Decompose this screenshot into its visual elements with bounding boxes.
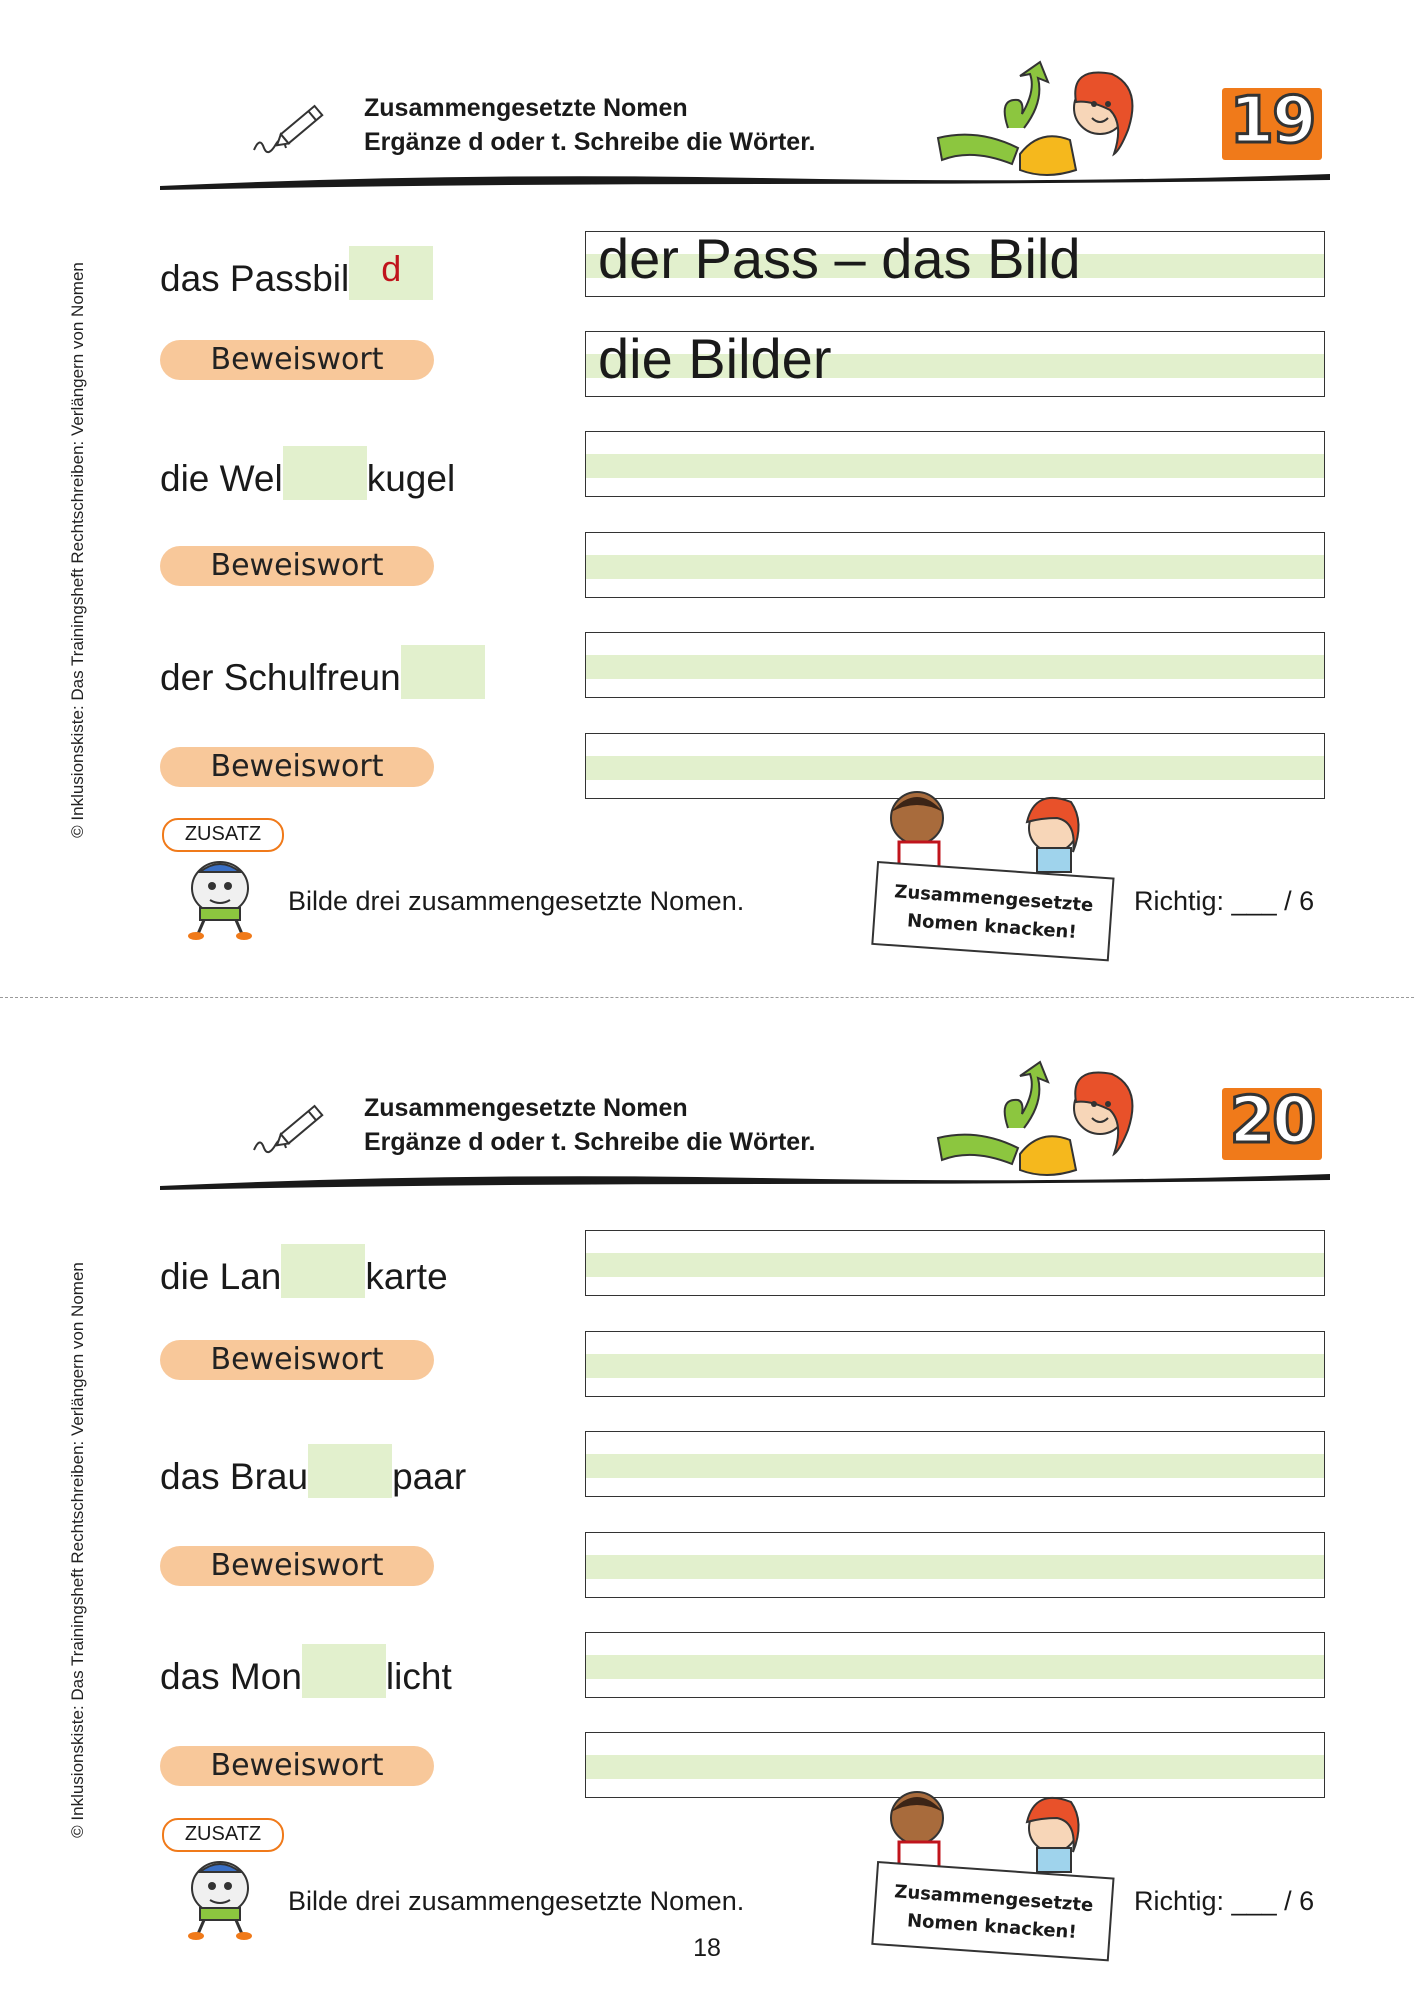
- writing-line[interactable]: [585, 1532, 1325, 1598]
- word-item-3: [160, 1644, 452, 1698]
- exercise-number-badge: [1222, 1084, 1322, 1160]
- copyright-side-text: © Inklusionskiste: Das Trainingsheft Rechtschreiben: Verlängern von Nomen: [68, 262, 87, 838]
- mascot-illustration: [170, 1850, 270, 1940]
- letter-gap-input[interactable]: [401, 645, 485, 699]
- mascot-illustration: [170, 850, 270, 940]
- proof-word-label: Beweiswort: [160, 1746, 434, 1786]
- word-item-2: [160, 446, 455, 500]
- letter-gap-input[interactable]: [302, 1644, 386, 1698]
- word-start: das Mon: [160, 1656, 302, 1697]
- sign-line-2: Nomen knacken!: [906, 910, 1078, 944]
- page-number: 18: [693, 1934, 721, 1962]
- writing-line[interactable]: [585, 227, 1325, 297]
- writing-line[interactable]: [585, 431, 1325, 497]
- proof-word-label: Beweiswort: [160, 1546, 434, 1586]
- exercise-title: Zusammengesetzte Nomen: [364, 1094, 688, 1122]
- word-item-1: [160, 246, 433, 300]
- header-brush-line: [160, 170, 1330, 196]
- writing-line[interactable]: [585, 1632, 1325, 1698]
- extra-task-text: Bilde drei zusammengesetzte Nomen.: [288, 886, 745, 916]
- worksheet-card-20: [0, 1000, 1414, 1990]
- word-end: paar: [392, 1456, 467, 1497]
- copyright-side-text: © Inklusionskiste: Das Trainingsheft Rechtschreiben: Verlängern von Nomen: [68, 1262, 87, 1838]
- word-item-1: [160, 1244, 448, 1298]
- extra-task-badge: ZUSATZ: [162, 818, 284, 852]
- letter-gap-input[interactable]: [281, 1244, 365, 1298]
- writing-line[interactable]: [585, 1431, 1325, 1497]
- writing-line[interactable]: [585, 632, 1325, 698]
- word-start: der Schulfreun: [160, 657, 401, 698]
- worksheet-card-19: [0, 0, 1414, 990]
- written-answer: die Bilder: [598, 327, 832, 390]
- letter-gap-input[interactable]: d: [349, 246, 433, 300]
- exercise-instruction: Ergänze d oder t. Schreibe die Wörter.: [364, 1128, 816, 1156]
- header-brush-line: [160, 1170, 1330, 1196]
- letter-gap-input[interactable]: [308, 1444, 392, 1498]
- word-start: das Passbil: [160, 258, 350, 299]
- word-end: kugel: [366, 458, 456, 499]
- written-answer: der Pass – das Bild: [598, 227, 1081, 290]
- exercise-number-badge: [1222, 84, 1322, 160]
- girl-with-arrow-illustration: [930, 1058, 1150, 1188]
- sign-line-2: Nomen knacken!: [906, 1910, 1078, 1944]
- girl-with-arrow-illustration: [930, 58, 1150, 188]
- word-start: die Wel: [160, 458, 283, 499]
- exercise-title: Zusammengesetzte Nomen: [364, 94, 688, 122]
- word-start: die Lan: [160, 1256, 282, 1297]
- letter-gap-input[interactable]: [283, 446, 367, 500]
- score-field: Richtig: ___ / 6: [1134, 886, 1315, 916]
- pencil-icon: [250, 90, 330, 162]
- writing-line[interactable]: [585, 1331, 1325, 1397]
- word-end: karte: [365, 1256, 448, 1297]
- exercise-instruction: Ergänze d oder t. Schreibe die Wörter.: [364, 128, 816, 156]
- score-field: Richtig: ___ / 6: [1134, 1886, 1315, 1916]
- kids-with-sign-illustration: [855, 782, 1125, 967]
- pencil-icon: [250, 1090, 330, 1162]
- proof-word-label: Beweiswort: [160, 1340, 434, 1380]
- word-item-3: [160, 645, 485, 699]
- extra-task-text: Bilde drei zusammengesetzte Nomen.: [288, 1886, 745, 1916]
- sign-line-1: Zusammengesetzte: [893, 881, 1094, 917]
- proof-word-label: Beweiswort: [160, 546, 434, 586]
- word-item-2: [160, 1444, 466, 1498]
- sign-line-1: Zusammengesetzte: [893, 1881, 1094, 1917]
- writing-line[interactable]: [585, 532, 1325, 598]
- cut-line: [0, 997, 1414, 998]
- word-end: licht: [385, 1656, 452, 1697]
- word-start: das Brau: [160, 1456, 309, 1497]
- exercise-number: 19: [1229, 84, 1315, 158]
- writing-line[interactable]: [585, 327, 1325, 397]
- exercise-number: 20: [1229, 1084, 1315, 1158]
- extra-task-badge: ZUSATZ: [162, 1818, 284, 1852]
- writing-line[interactable]: [585, 1230, 1325, 1296]
- proof-word-label: Beweiswort: [160, 340, 434, 380]
- proof-word-label: Beweiswort: [160, 747, 434, 787]
